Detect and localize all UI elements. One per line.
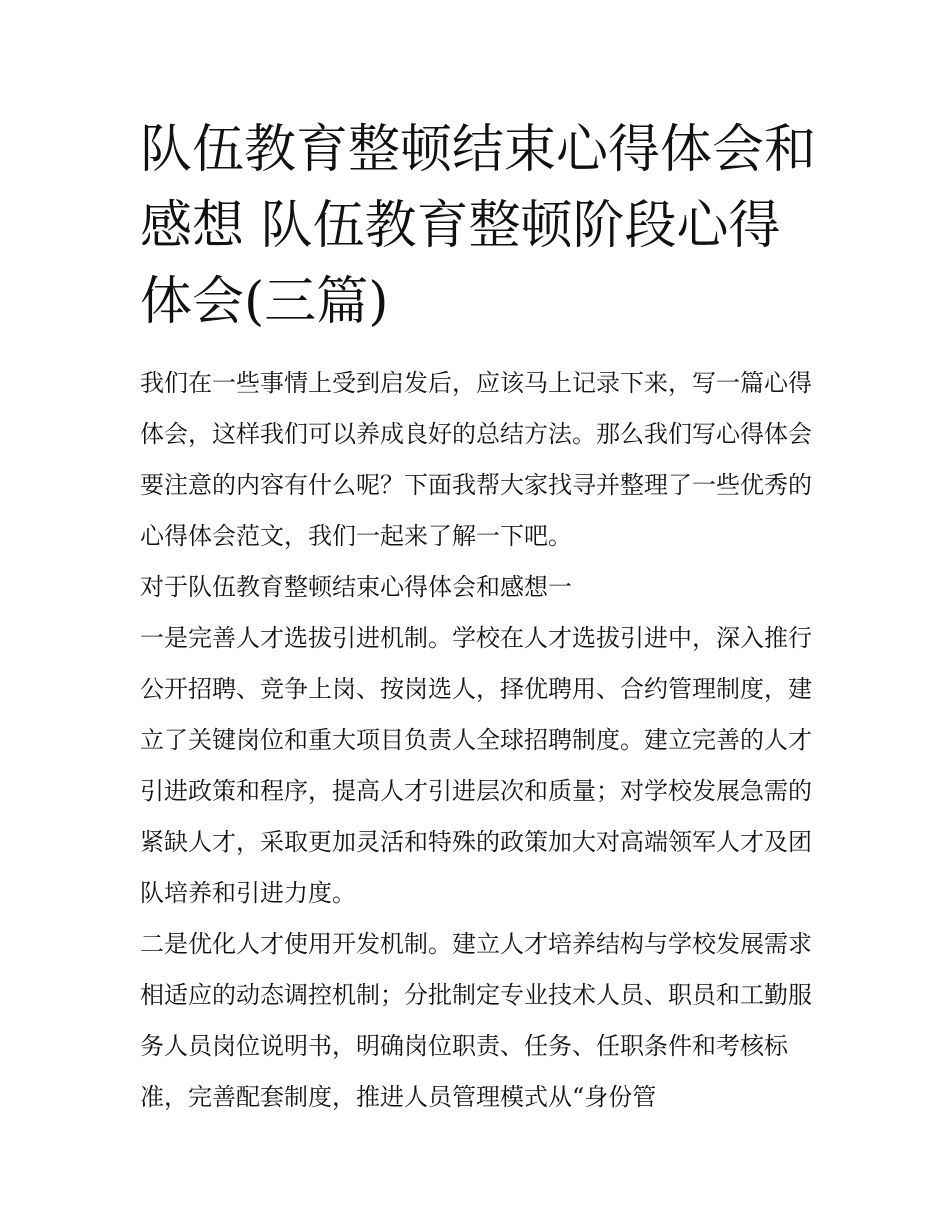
body-paragraph-2: 二是优化人才使用开发机制。建立人才培养结构与学校发展需求相适应的动态调控机制；分批制定专业技术人员、职员和工勤服务人员岗位说明书，明确岗位职责、任务、任职条件和考核标准，完善配套制度，推进人员管理模式从“身份管 (140, 930, 812, 1111)
body-paragraph-1: 一是完善人才选拔引进机制。学校在人才选拔引进中，深入推行公开招聘、竞争上岗、按岗选人，择优聘用、合约管理制度，建立了关键岗位和重大项目负责人全球招聘制度。建立完善的人才引进政策和程序，提高人才引进层次和质量；对学校发展急需的紧缺人才，采取更加灵活和特殊的政策加大对高端领军人才及团队培养和引进力度。 (140, 624, 812, 907)
document-body (140, 358, 820, 1123)
document-page (140, 112, 820, 1123)
section-heading: 对于队伍教育整顿结束心得体会和感想一 (140, 573, 572, 601)
intro-paragraph: 我们在一些事情上受到启发后，应该马上记录下来，写一篇心得体会，这样我们可以养成良好的总结方法。那么我们写心得体会要注意的内容有什么呢？下面我帮大家找寻并整理了一些优秀的心得体会范文，我们一起来了解一下吧。 (140, 369, 812, 550)
document-title: 队伍教育整顿结束心得体会和感想 队伍教育整顿阶段心得体会(三篇) (140, 120, 817, 332)
